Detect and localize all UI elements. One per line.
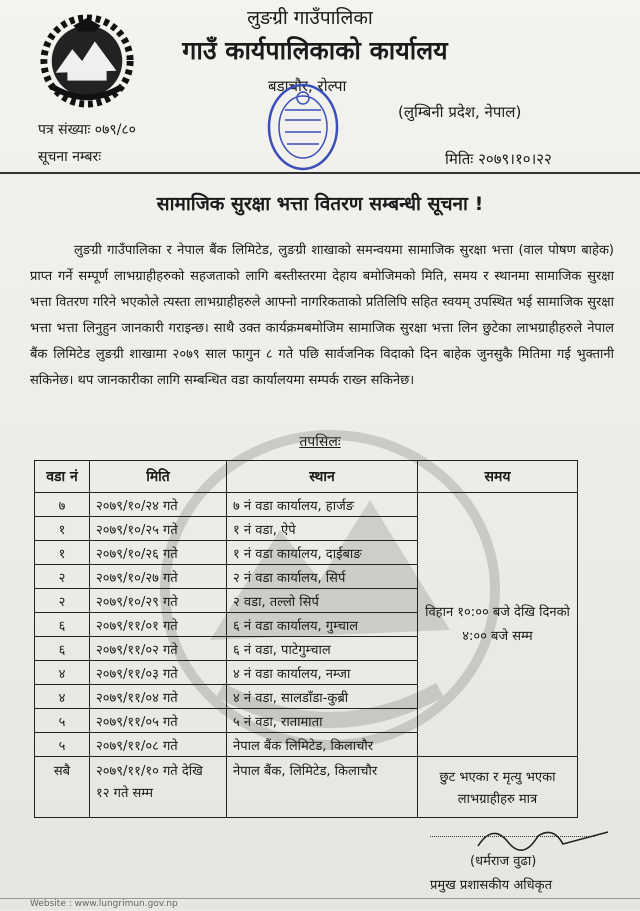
signatory-post: प्रमुख प्रशासकीय अधिकृत [430,878,553,893]
nepal-emblem-logo [38,12,136,110]
ward-cell: ४ [35,661,90,685]
place-cell: २ वडा, तल्लो सिर्प [227,589,418,613]
header-place: स्थान [227,461,418,493]
ward-cell: ७ [35,493,90,517]
ward-cell: १ [35,541,90,565]
header-time: समय [418,461,578,493]
date-cell: २०७९/११/०४ गते [90,685,227,709]
header-divider [0,172,640,174]
date-cell: २०७९/११/०८ गते [90,733,227,757]
date-cell: २०७९/१०/२६ गते [90,541,227,565]
footer-website: Website : www.lungrimun.gov.np [0,898,640,911]
date-cell: २०७९/१०/२४ गते [90,493,227,517]
distribution-schedule-table [34,460,578,818]
place-cell: १ नं वडा कार्यालय, दाईबाङ [227,541,418,565]
table-row [35,493,578,517]
date-cell: २०७९/११/०१ गते [90,613,227,637]
place-cell: ७ नं वडा कार्यालय, हार्जङ [227,493,418,517]
place-cell: २ नं वडा कार्यालय, सिर्प [227,565,418,589]
header-date: मिति [90,461,227,493]
office-place: बडाचौर, रोल्पा [268,77,347,95]
table-header-row [35,461,578,493]
notice-subject: सामाजिक सुरक्षा भत्ता वितरण सम्बन्धी सूचना ! [156,193,484,215]
office-stamp-seal [263,80,343,174]
signatory-name: (धर्मराज वुढा) [470,854,537,869]
notice-date: मितिः २०७९।१०।२२ [445,150,552,168]
date-cell: २०७९/११/१० गते देखि १२ गते सम्म [90,757,227,818]
date-cell: २०७९/१०/२५ गते [90,517,227,541]
note-cell: छुट भएका र मृत्यु भएका लाभग्राहीहरु मात्र [418,757,578,818]
ward-cell: ६ [35,637,90,661]
signature-line [430,836,595,837]
ward-cell: २ [35,565,90,589]
ward-cell: ४ [35,685,90,709]
date-cell: २०७९/१०/२९ गते [90,589,227,613]
province-label: (लुम्बिनी प्रदेश, नेपाल) [398,103,522,121]
date-cell: २०७९/१०/२७ गते [90,565,227,589]
notice-number: सूचना नम्बरः [38,149,102,165]
office-title: गाउँ कार्यपालिकाको कार्यालय [182,36,448,65]
ward-cell: सबै [35,757,90,818]
ward-cell: १ [35,517,90,541]
place-cell: ४ नं वडा कार्यालय, नम्जा [227,661,418,685]
notice-body [30,238,614,394]
date-cell: २०७९/११/०३ गते [90,661,227,685]
ward-cell: २ [35,589,90,613]
place-cell: नेपाल बैंक, लिमिटेड, किलाचौर [227,757,418,818]
ward-cell: ५ [35,733,90,757]
office-name: लुङग्री गाउँपालिका [247,7,373,29]
header-ward: वडा नं [35,461,90,493]
notice-body-text: लुङग्री गाउँपालिका र नेपाल बैंक लिमिटेड, लुङग्री शाखाको समन्वयमा सामाजिक सुरक्षा भत्ता (वाल पोषण बाहेक) प्राप्त गर्ने सम्पूर्ण लाभग्राहीहरुको सहजताको लागि बस्तीस्तरमा देहाय बमोजिमको मिति, समय र स्थानमा सामाजिक सुरक्षा भत्ता वितरण गरिने भएकोले त्यस्ता लाभग्राहीहरुले आफ्नो नागरिकताको प्रतिलिपि सहित स्वयम् उपस्थित भई सामाजिक सुरक्षा भत्ता भत्ता लिनुहुन जानकारी गराइन्छ। साथै उक्त कार्यक्रमबमोजिम सामाजिक सुरक्षा भत्ता लिन छुटेका लाभग्राहीहरुले नेपाल बैंक लिमिटेड लुङग्री शाखामा २०७९ साल फागुन ८ गते पछि सार्वजनिक विदाको दिन बाहेक जुनसुकै मितिमा गई भुक्तानी सकिनेछ। थप जानकारीका लागि सम्बन्धित वडा कार्यालयमा सम्पर्क राख्न सकिनेछ। [30,243,614,388]
letter-number: पत्र संख्याः ०७९/८० [38,122,136,138]
place-cell: १ नं वडा, ऐपे [227,517,418,541]
table-row-all-wards [35,757,578,818]
time-cell: विहान १०:०० बजे देखि दिनको ४:०० बजे सम्म [418,493,578,757]
place-cell: ६ नं वडा, पाटेगुम्चाल [227,637,418,661]
ward-cell: ६ [35,613,90,637]
schedule-heading: तपसिलः [299,434,341,450]
place-cell: ४ नं वडा, सालडाँडा-कुब्री [227,685,418,709]
date-cell: २०७९/११/०५ गते [90,709,227,733]
place-cell: ५ नं वडा, रातामाता [227,709,418,733]
place-cell: ६ नं वडा कार्यालय, गुम्चाल [227,613,418,637]
place-cell: नेपाल बैंक लिमिटेड, किलाचौर [227,733,418,757]
date-cell: २०७९/११/०२ गते [90,637,227,661]
ward-cell: ५ [35,709,90,733]
